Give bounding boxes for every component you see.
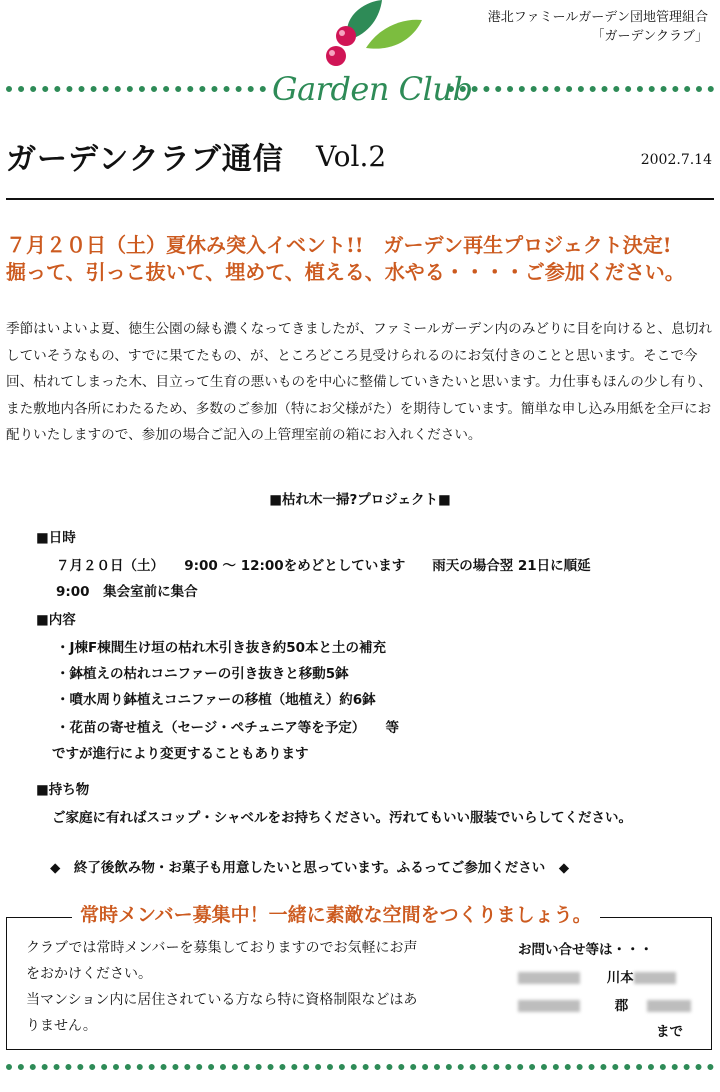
intro-paragraph: 季節はいよいよ夏、徳生公園の緑も濃くなってきましたが、ファミールガーデン内のみどりに目を向けると、息切れしていそうなもの、すでに果てたもの、が、ところどころ見受けられるのにお気付きのことと思います。そこで今回、枯れてしまった木、目立って生育の悪いものを中心に整備していきたいと思います。力仕事もほんの少し有り、また敷地内各所にわたるため、多数のご参加（特にお父様がた）を期待しています。簡単な申し込み用紙を全戸にお配りいたしますので、参加の場合ご記入の上管理室前の箱にお入れください。	[6, 321, 713, 443]
contact-heading: お問い合せ等は・・・	[518, 942, 653, 958]
redacted-room	[647, 1000, 691, 1012]
after-event-note: ◆ 終了後飲み物・お菓子も用意したいと思っています。ふるってご参加ください ◆	[50, 860, 570, 876]
content-item: ・鉢植えの枯れコニファーの引き抜きと移動5鉢	[56, 666, 349, 682]
member-text-line: クラブでは常時メンバーを募集しておりますのでお気軽にお声	[26, 940, 418, 956]
contact-name: 川本	[606, 970, 634, 986]
newsletter-title: ガーデンクラブ通信	[6, 142, 284, 177]
garden-club-logo-leaf-icon	[322, 0, 422, 70]
headline-line2: 掘って、引っこ抜いて、埋めて、植える、水やる・・・・ご参加ください。	[6, 260, 685, 284]
org-line1: 港北ファミールガーデン団地管理組合	[487, 10, 708, 25]
headline-line1: ７月２０日（土）夏休み突入イベント!! ガーデン再生プロジェクト決定!	[6, 233, 672, 257]
belongings-text: ご家庭に有ればスコップ・シャベルをお持ちください。汚れてもいい服装でいらしてください。	[52, 810, 632, 826]
issue-date: 2002.7.14	[640, 152, 712, 168]
content-item: ・J棟F棟間生け垣の枯れ木引き抜き約50本と土の補充	[56, 640, 387, 656]
logo-text: Garden Club	[272, 70, 473, 108]
datetime-line2: 9:00 集会室前に集合	[56, 584, 198, 600]
title-rule	[6, 198, 714, 200]
redacted-room	[634, 972, 676, 984]
volume-number: Vol.2	[316, 140, 387, 173]
belongings-heading: ■持ち物	[36, 782, 90, 798]
contact-name: 郡	[614, 998, 629, 1014]
dotted-divider-right	[448, 86, 714, 92]
dotted-divider-bottom	[6, 1064, 714, 1070]
member-recruitment-text	[26, 935, 466, 1039]
datetime-line1: ７月２０日（土） 9:00 ～ 12:00をめどとしています 雨天の場合翌 21日に順延	[56, 558, 591, 574]
organization-name	[488, 8, 708, 46]
member-recruitment-title: 常時メンバー募集中！一緒に素敵な空間をつくりましょう。	[72, 900, 600, 927]
dotted-divider-left	[6, 86, 266, 92]
redacted-phone	[518, 1000, 580, 1012]
datetime-heading: ■日時	[36, 530, 76, 546]
content-note: ですが進行により変更することもあります	[52, 746, 309, 762]
member-text-line: をおかけください。	[26, 966, 152, 982]
org-line2: 「ガーデンクラブ」	[591, 29, 708, 44]
contact-row-2	[518, 994, 691, 1014]
content-heading: ■内容	[36, 612, 76, 628]
content-item: ・噴水周り鉢植えコニファーの移植（地植え）約6鉢	[56, 692, 376, 708]
project-title: ■枯れ木一掃?プロジェクト■	[269, 492, 451, 508]
contact-row-1	[518, 966, 676, 986]
content-item: ・花苗の寄せ植え（セージ・ペチュニア等を予定） 等	[56, 720, 400, 736]
member-text-line: 当マンション内に居住されている方なら特に資格制限などはあ	[26, 992, 418, 1008]
contact-end: まで	[656, 1024, 683, 1040]
member-text-line: りません。	[26, 1018, 97, 1034]
redacted-phone	[518, 972, 580, 984]
